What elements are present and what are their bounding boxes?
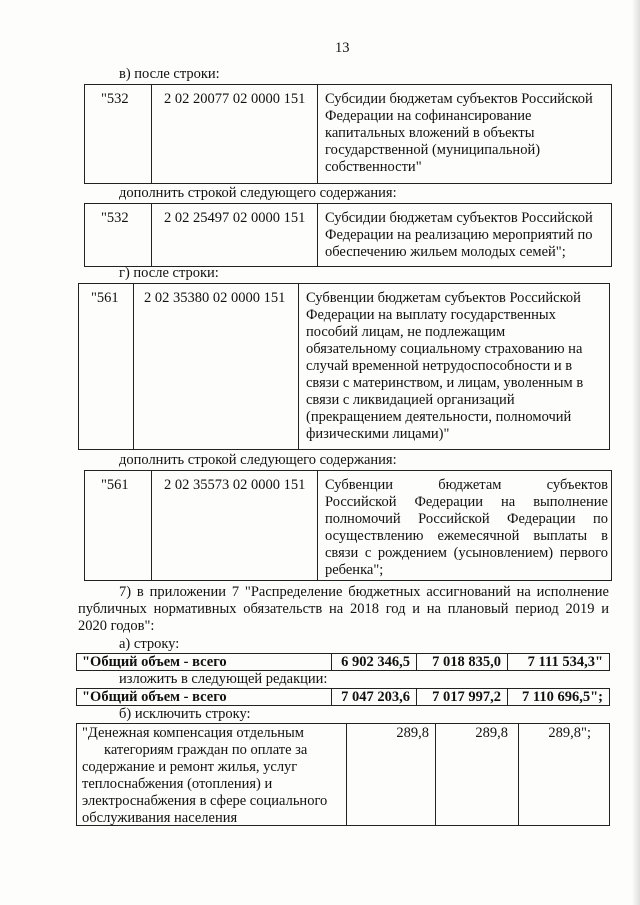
row-name: "Общий объем - всего [82, 689, 227, 705]
budget-code: 2 02 20077 02 0000 151 [164, 91, 306, 107]
section-label: изложить в следующей редакции: [119, 671, 328, 687]
section-label: в) после строки: [119, 66, 220, 82]
section-label: б) исключить строку: [119, 706, 251, 722]
description-cell [298, 283, 610, 450]
name-cell [76, 653, 332, 671]
code-prefix-cell [84, 470, 152, 581]
value-cell [331, 653, 417, 671]
value-2018: 7 047 203,6 [341, 689, 410, 705]
code-prefix: "561 [91, 290, 119, 306]
description: Субсидии бюджетам субъектов Российской Федерации на реализацию мероприятий по обеспечению жильем молодых семей"; [325, 210, 593, 260]
row-name: "Денежная компенсация отдельным категориям граждан по оплате за содержание и ремонт жилья, услуг теплоснабжения (отопления) и электроснабжения в сфере социального обслуживания населения [82, 725, 328, 826]
budget-code: 2 02 25497 02 0000 151 [164, 210, 306, 226]
value-cell [435, 723, 519, 826]
description: Субвенции бюджетам субъектов Российской Федерации на выплату государственных пособий лицам, не подлежащим обязательному социальному страхованию на случай временной нетрудоспособности и в связи с материнством, и лицам, уволенным в связи с ликвидацией организаций (прекращением деятельности, полномочий физическими лицами)" [306, 290, 584, 442]
code-prefix: "532 [101, 210, 129, 226]
value-cell [331, 688, 417, 706]
description-cell [317, 84, 612, 184]
value-2019: 7 017 997,2 [432, 689, 501, 705]
value-cell [416, 688, 508, 706]
value-cell [518, 723, 610, 826]
description: Субсидии бюджетам субъектов Российской Федерации на софинансирование капитальных вложений в объекты государственной (муниципальной) собственности" [325, 91, 593, 175]
code-cell [151, 470, 318, 581]
paragraph-line: публичных нормативных обязательств на 2018 год и на плановый период 2019 и [78, 601, 609, 617]
value-2019: 7 018 835,0 [432, 654, 501, 670]
row-name: "Общий объем - всего [82, 654, 227, 670]
value-2020: 289,8"; [548, 725, 591, 741]
value-2020: 7 111 534,3" [527, 654, 603, 670]
name-cell [76, 723, 347, 826]
value-2019: 289,8 [475, 725, 508, 741]
page-number: 13 [335, 40, 350, 56]
code-prefix-cell [78, 283, 134, 450]
code-cell [151, 84, 318, 184]
section-label: а) строку: [119, 636, 180, 652]
code-prefix: "532 [101, 91, 129, 107]
code-cell [151, 203, 318, 267]
value-cell [416, 653, 508, 671]
code-prefix-cell [84, 84, 152, 184]
value-cell [507, 688, 610, 706]
value-cell [346, 723, 436, 826]
budget-code: 2 02 35573 02 0000 151 [164, 477, 306, 493]
name-cell [76, 688, 332, 706]
description-cell [317, 203, 612, 267]
value-2020: 7 110 696,5"; [522, 689, 603, 705]
budget-code: 2 02 35380 02 0000 151 [144, 290, 286, 306]
section-label: г) после строки: [119, 265, 219, 281]
section-label: дополнить строкой следующего содержания: [119, 452, 397, 468]
description: Субвенции бюджетам субъектов Российской Федерации на выполнение полномочий Российской Федерации по осуществлению ежемесячной выплаты в связи с рождением (усыновлением) первого ребенка"; [325, 477, 608, 578]
section-label: дополнить строкой следующего содержания: [119, 185, 397, 201]
value-2018: 6 902 346,5 [341, 654, 410, 670]
code-prefix-cell [84, 203, 152, 267]
code-cell [133, 283, 299, 450]
code-prefix: "561 [101, 477, 129, 493]
value-cell [507, 653, 610, 671]
description-cell [317, 470, 612, 581]
scan-edge-shadow [632, 0, 640, 905]
value-2018: 289,8 [396, 725, 429, 741]
paragraph-line: 2020 годов": [78, 618, 155, 634]
paragraph-line: 7) в приложении 7 "Распределение бюджетных ассигнований на исполнение [119, 584, 609, 600]
